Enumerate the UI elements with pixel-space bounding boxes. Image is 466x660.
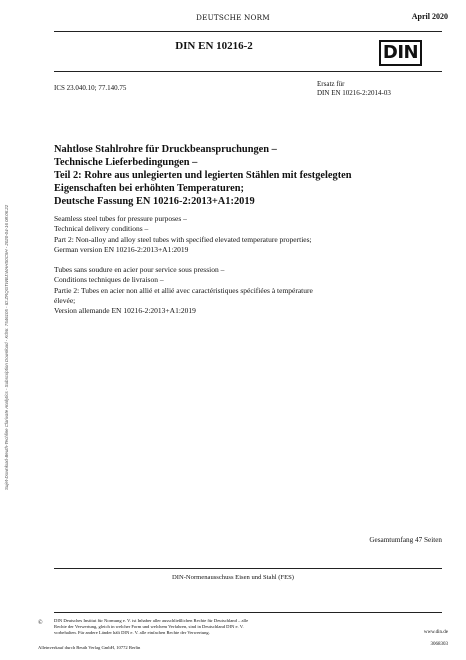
english-title-line: Technical delivery conditions –: [54, 224, 149, 234]
download-watermark: Sujet-Download-Beuth-Techline Clarivate Analytics - Subscription Download - KdNr. 7546105 - ID:ZRQGTWBJ:WAHS0C9H - 2020-04-16 08:06:22: [4, 204, 9, 490]
english-title-line: Part 2: Non-alloy and alloy steel tubes with specified elevated temperature properties;: [54, 234, 312, 244]
french-title-line: Partie 2: Tubes en acier non allié et allié avec caractéristiques spécifiées à température: [54, 285, 313, 295]
copyright-line: DIN Deutsches Institut für Normung e. V. ist Inhaber aller ausschließlichen Rechte für Deutschland – alle: [54, 618, 249, 623]
copyright-symbol: ©: [38, 620, 43, 626]
document-number: DIN EN 10216-2: [175, 40, 253, 52]
ics-codes: ICS 23.040.10; 77.140.75: [54, 84, 127, 92]
copyright-line: Rechte der Verwertung, gleich in welcher Form und welchem Verfahren, sind in Deutschland DIN e. V.: [54, 624, 244, 629]
copyright-notice: [54, 618, 354, 636]
committee-divider: [54, 568, 442, 569]
german-title-line: Eigenschaften bei erhöhten Temperaturen;: [54, 183, 245, 194]
replaces-document: DIN EN 10216-2:2014-03: [317, 89, 391, 97]
norm-type-label: DEUTSCHE NORM: [196, 13, 270, 22]
french-title: [54, 265, 442, 316]
document-id: 3068303: [430, 642, 448, 647]
english-title-line: German version EN 10216-2:2013+A1:2019: [54, 244, 189, 254]
website-link[interactable]: www.din.de: [423, 630, 448, 635]
french-title-line: Conditions techniques de livraison –: [54, 275, 164, 285]
din-logo: DIN: [379, 40, 422, 66]
replaces-block: [317, 80, 391, 98]
french-title-line: Version allemande EN 10216-2:2013+A1:2019: [54, 306, 196, 316]
french-title-line: élevée;: [54, 295, 76, 305]
german-title-line: Deutsche Fassung EN 10216-2:2013+A1:2019: [54, 196, 255, 207]
german-title-line: Technische Lieferbedingungen –: [54, 157, 198, 168]
german-title: [54, 143, 442, 208]
publication-date: April 2020: [411, 12, 448, 21]
top-divider: [54, 31, 442, 32]
footer-divider: [54, 612, 442, 613]
german-title-line: Nahtlose Stahlrohre für Druckbeanspruchungen –: [54, 144, 277, 155]
replaces-label: Ersatz für: [317, 80, 345, 88]
standards-committee: DIN-Normenausschuss Eisen und Stahl (FES): [172, 574, 294, 581]
header-divider: [54, 71, 442, 72]
total-pages: Gesamtumfang 47 Seiten: [369, 536, 442, 544]
french-title-line: Tubes sans soudure en acier pour service sous pression –: [54, 265, 225, 274]
german-title-line: Teil 2: Rohre aus unlegierten und legierten Stählen mit festgelegten: [54, 170, 352, 181]
english-title: [54, 214, 442, 255]
english-title-line: Seamless steel tubes for pressure purposes –: [54, 214, 187, 223]
publisher-info: Alleinverkauf durch Beuth Verlag GmbH, 10772 Berlin: [38, 645, 141, 650]
copyright-line: vorbehalten. Für andere Länder hält DIN e. V. alle einfachen Rechte der Verwertung.: [54, 630, 210, 635]
